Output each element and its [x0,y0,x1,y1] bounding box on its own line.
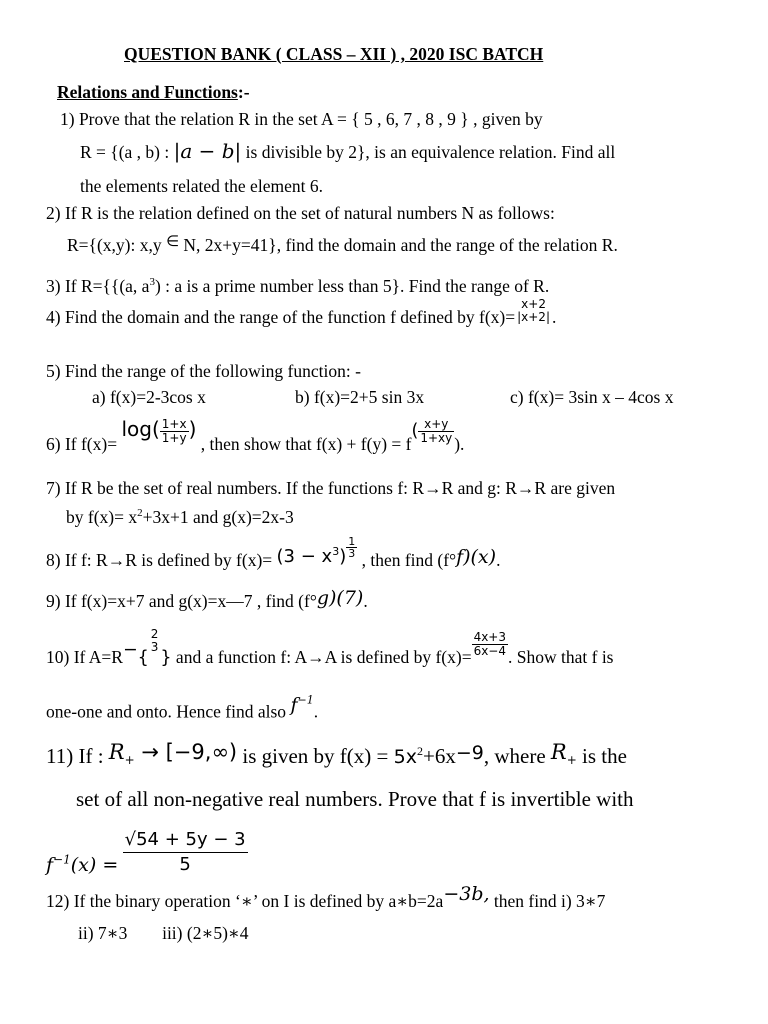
q4-denominator: |x+2| [517,310,550,324]
q11-inverse-power: −1 [53,852,71,867]
q11-minus-9: −9 [455,742,484,764]
q12-line-1 [46,883,606,912]
q11-formula-fraction [123,828,248,877]
q3-text-b: ) : a is a prime number less than 5}. Find the range of R. [154,275,550,296]
q7-exponent: 2 [137,507,143,519]
section-title: Relations and Functions [57,82,238,102]
q8-expression [276,534,358,567]
q11-r-plus-2 [550,740,577,768]
q8-close: ) [339,546,347,567]
q11-f: f [46,853,54,876]
q10-den: 6x−4 [473,644,506,658]
q11-codomain: → [−9,∞) [134,740,238,764]
page-title: QUESTION BANK ( CLASS – XII ) , 2020 ISC BATCH [124,44,544,64]
q11-r2-plus: + [566,753,577,768]
q2-line-1: 2) If R is the relation defined on the set of natural numbers N as follows: [46,203,555,223]
q10-two-thirds [149,628,161,654]
q2-relation-rest: N, 2x+y=41}, find the domain and the range of the relation R. [183,235,618,255]
q6-log: log( [121,417,160,441]
q2-line-2 [67,234,618,257]
q3-line [46,271,549,297]
q6-close-paren: ) [188,417,197,441]
q6-text-b: , then show that f(x) + f(y) = f [200,434,412,454]
q6-text-a: 6) If f(x)= [46,434,118,454]
q4-line [46,297,557,332]
q4-numerator: x+2 [521,297,546,311]
q10-text-c: . Show that f is [508,646,614,667]
q11-text-c: +6x [422,744,456,768]
q11-line-2: set of all non-negative real numbers. Prove that f is invertible with [76,787,634,811]
q11-inverse [46,854,118,876]
q11-domain [108,740,238,768]
q4-text: 4) Find the domain and the range of the function f defined by f(x)= [46,307,516,328]
q2-relation: R={(x,y): x,y [67,235,162,255]
q11-r2: R [550,740,567,764]
q8-one-third [346,536,357,559]
q9-text-a: 9) If f(x)=x+7 and g(x)=x—7 , find (f° [46,591,317,611]
q8-end: . [496,550,501,570]
q6-den-1: 1+y [161,431,187,446]
q12-line-2 [78,922,249,944]
q8-text-a: 8) If f: R→R is defined by f(x)= [46,550,273,570]
q6-fraction-2 [418,418,454,445]
q1-abs-expression: |a − b| [173,139,242,163]
q7-text-b: +3x+1 and g(x)=2x-3 [142,506,294,527]
q12-text-a: 12) If the binary operation ‘∗’ on I is defined by a∗b=2a [46,891,444,911]
q10-frac-num: 2 [150,626,159,641]
q8-power-num: 1 [348,534,356,548]
q10-text-a: 10) If A=R [46,646,123,667]
q11-x-equals: (x) = [70,853,119,876]
q10-end: . [313,701,319,722]
q12-text-b: then find i) 3∗7 [489,891,606,911]
q11-text-b: is given by f(x) = [237,744,394,768]
q2-element-of-symbol: ∈ [165,232,180,250]
q6-end: ). [454,434,465,454]
q7-line-2 [66,502,294,528]
q8-cube: 3 [332,545,340,558]
q5-option-b: b) f(x)=2+5 sin 3x [295,387,425,407]
q10-frac-den: 3 [150,639,159,654]
q6-line [46,417,465,456]
q11-formula-num: √54 + 5y − 3 [123,828,248,853]
q9-composition: g)(7) [316,587,364,609]
q9-line [46,587,368,612]
q5-option-a: a) f(x)=2-3cos x [92,387,206,407]
q11-formula-den: 5 [179,854,191,875]
q8-text-b: , then find (f° [361,550,457,570]
q6-fraction-1 [160,418,189,445]
section-suffix: :- [237,82,250,102]
q3-text-a: 3) If R={{(a, a [46,275,150,296]
q12-part-iii: iii) (2∗5)∗4 [162,923,249,943]
q5-option-c: c) f(x)= 3sin x – 4cos x [510,387,674,407]
q12-exponent: −3b, [443,883,490,905]
q5-line-1: 5) Find the range of the following function: - [46,361,361,381]
q4-fraction [515,298,552,324]
q10-close-brace: } [160,647,172,668]
section-heading [57,82,250,103]
q10-open-brace: { [137,647,149,668]
q11-line-3 [46,828,248,878]
q11-square: 2 [416,744,423,758]
q8-composition: f)(x) [456,546,497,568]
q1-line-3: the elements related the element 6. [80,176,323,196]
q10-inverse-power: −1 [297,694,314,707]
q6-num-2: x+y [418,418,454,432]
q8-line [46,534,501,573]
q11-r-plus: + [124,753,135,768]
q10-text-l2: one-one and onto. Hence find also [46,701,287,722]
q6-den-2: 1+xy [420,431,453,446]
q3-exponent: 3 [149,276,155,288]
q6-log-expression [121,417,197,446]
q8-power-den: 3 [348,546,356,560]
q1-set-notation: R = {(a , b) : [80,142,170,162]
q10-num: 4x+3 [473,630,506,644]
q11-text-a: 11) If : [46,744,104,768]
q11-line-1 [46,738,627,777]
q1-line-1: 1) Prove that the relation R in the set A = { 5 , 6, 7 , 8 , 9 } , given by [60,109,543,129]
q10-inverse-f: f [290,694,298,717]
q10-line-2 [46,696,318,722]
q11-r: R [108,740,125,764]
q10-function-fraction [472,631,508,658]
q10-line-1 [46,625,614,668]
q7-text-a: by f(x)= x [66,506,138,527]
q6-num-1: 1+x [161,417,187,432]
q12-part-ii: ii) 7∗3 [78,923,128,943]
q4-end: . [552,307,557,328]
q8-base: (3 − x [276,546,333,567]
q9-end: . [363,591,368,611]
q10-text-b: and a function f: A→A is defined by f(x)= [171,646,472,667]
q10-minus: − [122,639,138,660]
q11-text-d: , where [483,744,551,768]
q11-5x: 5x [393,746,417,768]
q6-f-argument [411,417,454,446]
q10-inverse [290,694,313,716]
q7-line-1: 7) If R be the set of real numbers. If the functions f: R→R and g: R→R are given [46,478,616,498]
q11-text-e: is the [576,744,627,768]
q6-open-paren: ( [411,421,419,441]
q1-line-2 [80,140,615,163]
q1-condition: is divisible by 2}, is an equivalence relation. Find all [245,142,616,162]
